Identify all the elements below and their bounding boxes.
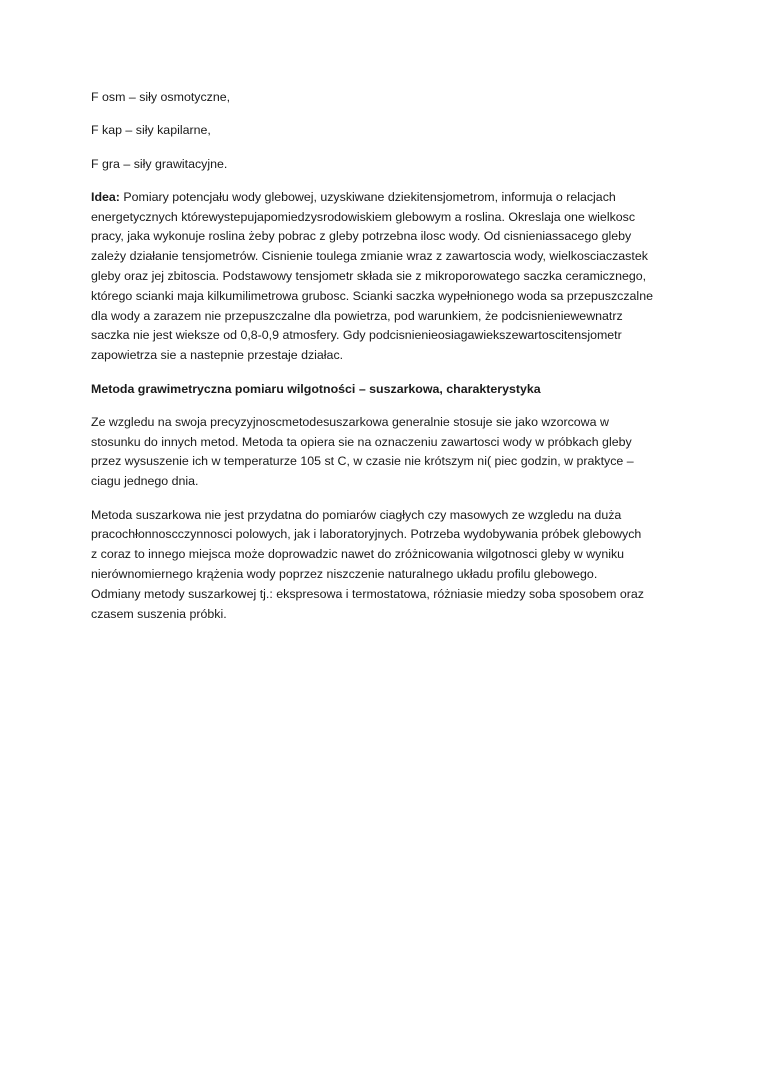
idea-line-text: Pomiary potencjału wody glebowej, uzyskiwane dziekitensjometrom, informuja o relacjach [119, 189, 616, 204]
idea-line: zależy działanie tensjometrów. Cisnienie toulega zmianie wraz z zawartoscia wody, wielkosciaczastek [91, 249, 648, 264]
paragraph-line: stosunku do innych metod. Metoda ta opiera sie na oznaczeniu zawartosci wody w próbkach gleby [91, 434, 632, 449]
idea-paragraph [91, 188, 676, 366]
idea-line: energetycznych którewystepujapomiedzysrodowiskiem glebowym a roslina. Okreslaja one wielkosc [91, 209, 636, 224]
definition-line-osm: F osm – siły osmotyczne, [91, 90, 231, 104]
paragraph-line: Metoda suszarkowa nie jest przydatna do pomiarów ciagłych czy masowych ze wzgledu na duża [91, 507, 622, 522]
paragraph-line: ciagu jednego dnia. [91, 474, 199, 489]
idea-line [91, 188, 676, 208]
paragraph-precision [91, 413, 676, 492]
document-body [91, 88, 676, 638]
idea-line: pracy, jaka wykonuje roslina żeby pobrac z gleby potrzebna ilosc wody. Od cisnieniassacego gleby [91, 229, 632, 244]
section-heading: Metoda grawimetryczna pomiaru wilgotności – suszarkowa, charakterystyka [91, 381, 541, 396]
definition-line-gra: F gra – siły grawitacyjne. [91, 156, 228, 171]
idea-line: dla wody a zarazem nie przepuszczalne dla powietrza, pod warunkiem, że podcisnieniewewnatrz [91, 308, 623, 323]
paragraph-line: Ze wzgledu na swoja precyzyjnoscmetodesuszarkowa generalnie stosuje sie jako wzorcowa w [91, 414, 609, 429]
idea-line: zapowietrza sie a nastepnie przestaje działac. [91, 348, 344, 363]
paragraph-line: nierównomiernego krążenia wody poprzez niszczenie naturalnego układu profilu glebowego. [91, 566, 598, 581]
paragraph-line: Odmiany metody suszarkowej tj.: ekspresowa i termostatowa, różniasie miedzy soba sposobem oraz [91, 586, 644, 601]
idea-label: Idea: [91, 189, 120, 204]
idea-line: którego scianki maja kilkumilimetrowa grubosc. Scianki saczka wypełnionego woda sa przepuszczalne [91, 288, 653, 303]
idea-line: saczka nie jest wieksze od 0,8-0,9 atmosfery. Gdy podcisnienieosiagawiekszewartoscitensjometr [91, 328, 622, 343]
definition-line-kap: F kap – siły kapilarne, [91, 123, 211, 138]
paragraph-line: czasem suszenia próbki. [91, 606, 227, 621]
idea-line: gleby oraz jej zbitoscia. Podstawowy tensjometr składa sie z mikroporowatego saczka ceramicznego, [91, 269, 647, 284]
paragraph-line: z coraz to innego miejsca może doprowadzic nawet do zróżnicowania wilgotnosci gleby w wyniku [91, 547, 625, 562]
paragraph-line: przez wysuszenie ich w temperaturze 105 st C, w czasie nie krótszym ni( piec godzin, w praktyce – [91, 454, 634, 469]
paragraph-line: pracochłonnoscczynnosci polowych, jak i laboratoryjnych. Potrzeba wydobywania próbek glebowych [91, 527, 642, 542]
paragraph-limitations [91, 506, 676, 625]
